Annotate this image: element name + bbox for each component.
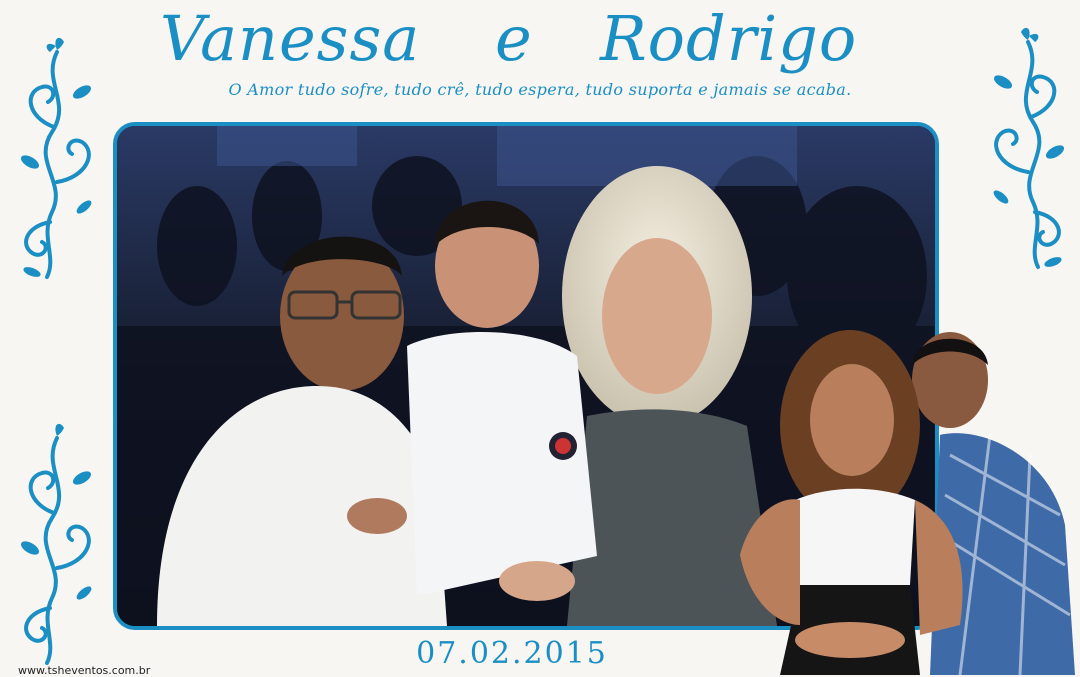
floral-swirl-icon	[978, 22, 1073, 272]
floral-swirl-icon	[12, 32, 107, 282]
connector-text: e	[495, 2, 533, 75]
groom-name: Rodrigo	[600, 2, 858, 75]
couple-photo	[720, 325, 1080, 675]
website-link: www.tsheventos.com.br	[18, 664, 151, 677]
page-title	[0, 0, 1080, 80]
event-date: 07.02.2015	[416, 636, 608, 671]
floral-swirl-icon	[12, 418, 107, 668]
bride-name: Vanessa	[160, 2, 421, 75]
love-quote: O Amor tudo sofre, tudo crê, tudo espera, tudo suporta e jamais se acaba.	[228, 80, 852, 99]
